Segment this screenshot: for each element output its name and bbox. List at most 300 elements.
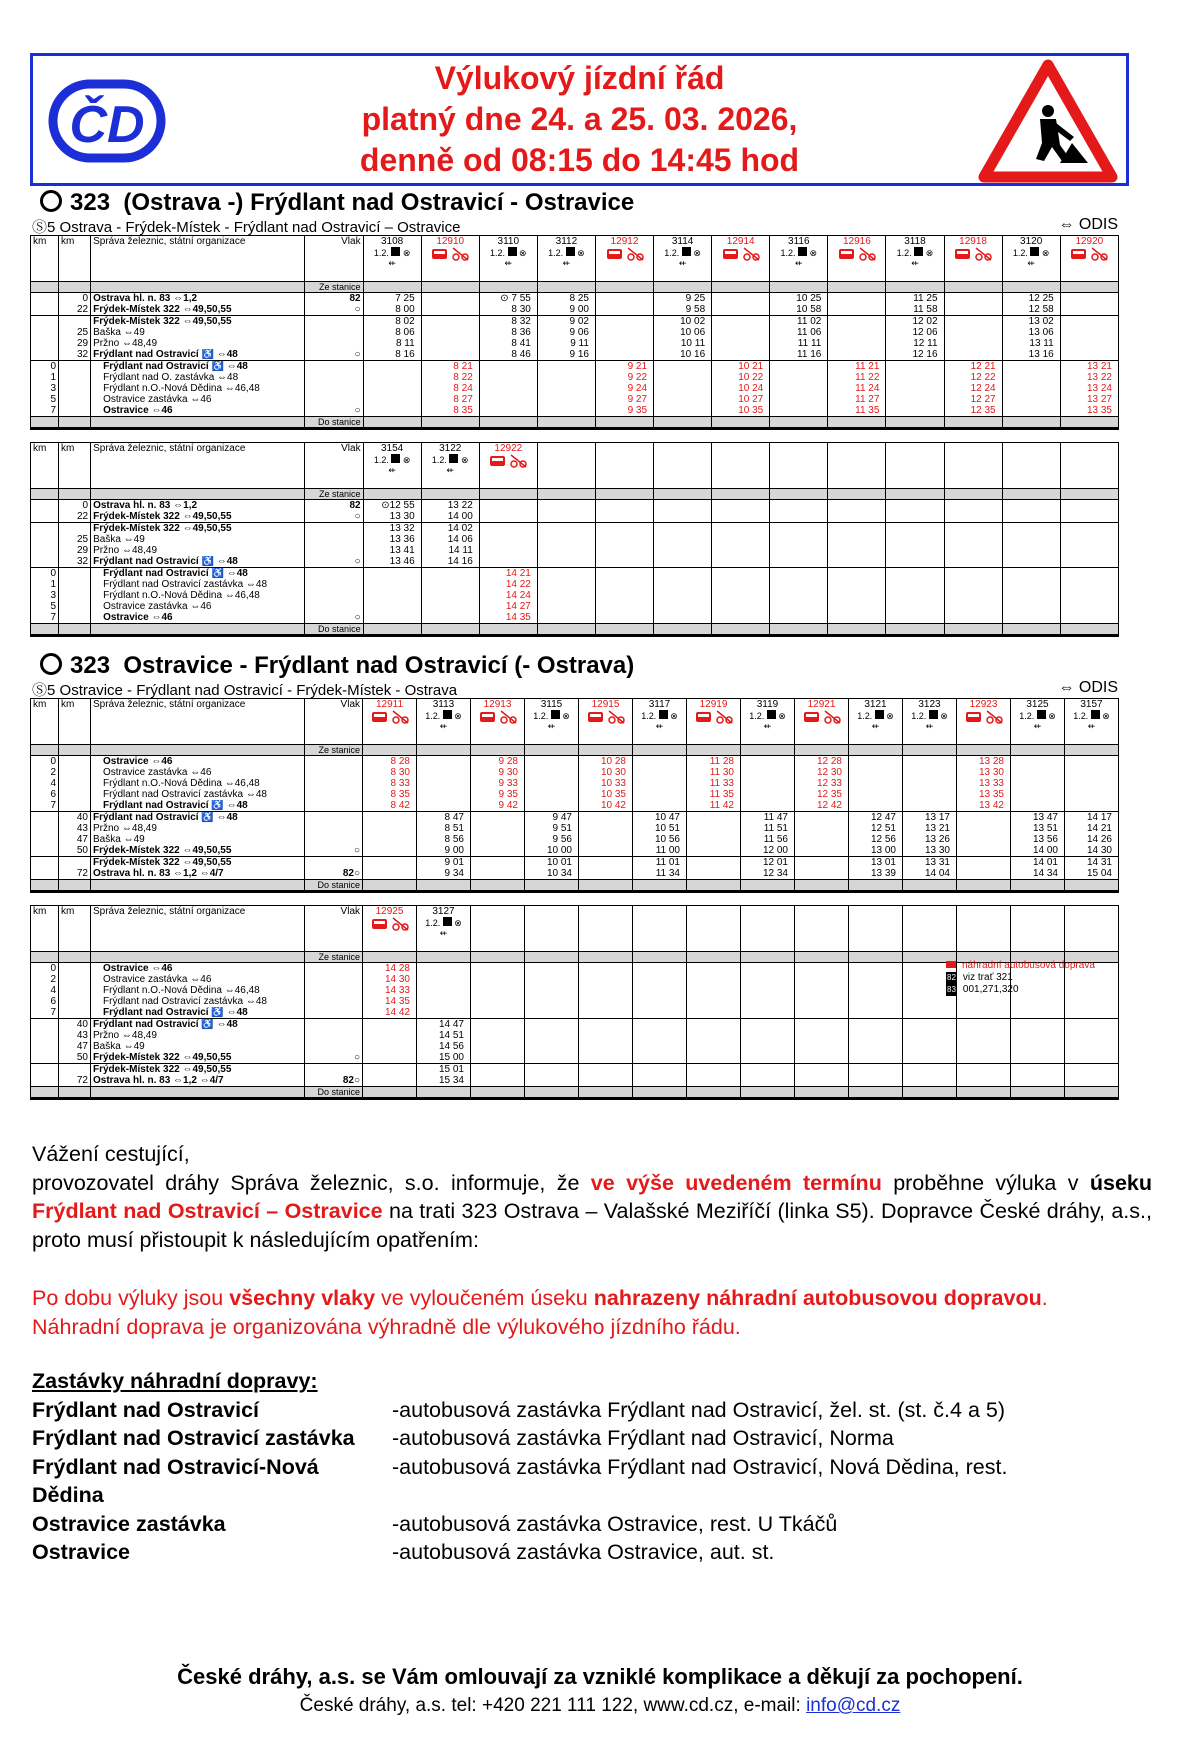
bus-bike-icon	[479, 710, 517, 724]
time-cell	[1060, 568, 1118, 580]
train-number: 3154	[381, 443, 404, 454]
train-header: Vlak	[305, 906, 363, 952]
train-column-header	[712, 443, 770, 489]
service-icons: 1.2. ⊗	[373, 455, 411, 465]
train-number: 3157	[1080, 699, 1103, 710]
time-cell: 13 47	[1011, 812, 1065, 824]
time-cell: 11 00	[633, 845, 687, 857]
km-cell	[31, 523, 59, 535]
time-cell	[537, 568, 595, 580]
train-column-header	[828, 236, 886, 282]
timetable-row	[31, 579, 1119, 590]
time-cell	[1060, 293, 1118, 305]
to-station-label: Do stanice	[305, 417, 363, 429]
train-column-header	[795, 906, 849, 952]
time-cell: 8 47	[417, 812, 471, 824]
time-cell	[417, 789, 471, 800]
time-cell	[471, 823, 525, 834]
time-cell	[1002, 579, 1060, 590]
km-cell: 6	[31, 996, 59, 1007]
train-number: 3119	[756, 699, 779, 710]
service-icons: 1.2. ⊗	[1012, 248, 1050, 258]
time-cell	[849, 1041, 903, 1052]
service-icons: 1.2. ⊗	[749, 711, 786, 721]
km-cell	[59, 568, 91, 580]
wifi-icon: ⇷	[562, 258, 571, 268]
time-cell: 9 16	[537, 349, 595, 361]
time-cell: 8 16	[363, 349, 421, 361]
train-column-header	[537, 236, 595, 282]
train-column-header	[479, 443, 537, 489]
station-cell: Frýdek-Místek 322 ⇔49,50,55	[91, 857, 305, 869]
time-cell: 14 00	[1011, 845, 1065, 857]
replacement-stops	[32, 1367, 1007, 1567]
km-cell: 0	[31, 361, 59, 373]
train-number: 3122	[439, 443, 462, 454]
timetable-row	[31, 767, 1119, 778]
train-number: 3117	[648, 699, 671, 710]
svg-text:ČD: ČD	[69, 96, 145, 154]
time-cell	[579, 963, 633, 975]
bus-bike-icon	[1070, 247, 1108, 261]
bus-bike-icon	[431, 247, 469, 261]
time-cell	[712, 556, 770, 568]
time-cell: 8 28	[363, 756, 417, 768]
km2-header: km	[59, 699, 91, 745]
time-cell: 14 21	[1065, 823, 1119, 834]
time-cell	[595, 327, 653, 338]
train-number: 12925	[375, 906, 404, 917]
train-number: 3110	[497, 236, 520, 247]
time-cell	[828, 556, 886, 568]
time-cell	[770, 383, 828, 394]
time-cell: 13 21	[1060, 361, 1118, 373]
time-cell	[944, 590, 1002, 601]
time-cell	[795, 974, 849, 985]
km-cell: 22	[59, 304, 91, 316]
train-column-header	[579, 906, 633, 952]
train-column-header	[957, 906, 1011, 952]
time-cell	[595, 500, 653, 512]
time-cell	[417, 985, 471, 996]
train-number: 12915	[591, 699, 620, 710]
time-cell	[712, 327, 770, 338]
km-cell: 29	[59, 338, 91, 349]
time-cell: 13 39	[849, 868, 903, 880]
timetable-row	[31, 534, 1119, 545]
time-cell	[903, 1064, 957, 1076]
footer-apology: České dráhy, a.s. se Vám omlouvají za vzniklé komplikace a děkují za pochopení.	[177, 1664, 1023, 1689]
wifi-icon: ⇷	[504, 258, 513, 268]
time-cell: 11 58	[886, 304, 944, 316]
time-cell	[903, 996, 957, 1007]
time-cell: 12 42	[795, 800, 849, 812]
time-cell: 10 51	[633, 823, 687, 834]
time-cell: 14 33	[363, 985, 417, 996]
note-cell: ○	[305, 349, 363, 361]
time-cell	[363, 1019, 417, 1031]
train-column-header	[886, 443, 944, 489]
time-cell: 14 22	[479, 579, 537, 590]
station-cell: Frýdlant nad Ostravicí ♿ ⇔48	[91, 361, 305, 373]
time-cell	[1065, 1075, 1119, 1087]
time-cell	[944, 327, 1002, 338]
time-cell	[741, 767, 795, 778]
train-column-header	[1002, 443, 1060, 489]
train-column-header	[363, 443, 421, 489]
time-cell	[903, 789, 957, 800]
time-cell	[471, 857, 525, 869]
wifi-icon: ⇷	[446, 465, 454, 475]
timetable-row	[31, 304, 1119, 316]
timetable-1b	[30, 442, 1119, 637]
time-cell	[471, 1064, 525, 1076]
time-cell: 8 51	[417, 823, 471, 834]
time-cell: 15 34	[417, 1075, 471, 1087]
time-cell	[741, 1030, 795, 1041]
note-cell	[305, 568, 363, 580]
train-column-header	[849, 906, 903, 952]
time-cell	[712, 590, 770, 601]
time-cell: 9 27	[595, 394, 653, 405]
station-cell: Frýdlant nad Ostravicí ♿ ⇔48	[91, 812, 305, 824]
note-cell	[305, 1030, 363, 1041]
time-cell: 11 06	[770, 327, 828, 338]
timetable-row	[31, 1030, 1119, 1041]
time-cell	[849, 996, 903, 1007]
time-cell	[741, 1052, 795, 1064]
timetable-row	[31, 800, 1119, 812]
time-cell: 14 02	[421, 523, 479, 535]
time-cell	[471, 812, 525, 824]
time-cell: 8 35	[421, 405, 479, 417]
train-number: 12912	[610, 236, 639, 247]
timetable-row	[31, 778, 1119, 789]
time-cell	[770, 612, 828, 624]
train-number: 12914	[726, 236, 755, 247]
km-cell	[31, 1064, 59, 1076]
time-cell	[957, 1075, 1011, 1087]
service-icons: 1.2. ⊗	[896, 248, 934, 258]
time-cell	[795, 1075, 849, 1087]
time-cell: 13 11	[1002, 338, 1060, 349]
time-cell	[537, 590, 595, 601]
time-cell	[849, 1064, 903, 1076]
train-number: 12921	[807, 699, 836, 710]
train-column-header	[770, 443, 828, 489]
time-cell	[417, 974, 471, 985]
time-cell	[579, 857, 633, 869]
train-number: 3120	[1020, 236, 1043, 247]
time-cell	[849, 974, 903, 985]
km-cell: 1	[31, 579, 59, 590]
time-cell: 12 33	[795, 778, 849, 789]
km-cell	[31, 316, 59, 328]
train-number: 3116	[788, 236, 810, 247]
email-link[interactable]: info@cd.cz	[806, 1695, 901, 1716]
train-column-header	[525, 906, 579, 952]
time-cell	[579, 845, 633, 857]
note-cell	[305, 534, 363, 545]
time-cell	[471, 963, 525, 975]
time-cell	[957, 1019, 1011, 1031]
time-cell	[770, 534, 828, 545]
timetable-row	[31, 857, 1119, 869]
time-cell: 8 32	[479, 316, 537, 328]
time-cell	[770, 601, 828, 612]
time-cell	[1060, 304, 1118, 316]
train-column-header	[849, 699, 903, 745]
cd-logo-icon	[47, 76, 167, 166]
time-cell: 9 42	[471, 800, 525, 812]
time-cell	[770, 394, 828, 405]
time-cell	[421, 612, 479, 624]
km2-header: km	[59, 906, 91, 952]
time-cell	[633, 974, 687, 985]
time-cell	[479, 556, 537, 568]
time-cell	[903, 778, 957, 789]
time-cell	[770, 511, 828, 523]
time-cell	[741, 789, 795, 800]
time-cell	[579, 1030, 633, 1041]
km-cell: 3	[31, 383, 59, 394]
time-cell: 9 56	[525, 834, 579, 845]
time-cell	[944, 500, 1002, 512]
time-cell	[595, 590, 653, 601]
stop-item	[32, 1396, 1007, 1425]
time-cell	[1065, 1064, 1119, 1076]
bus-bike-icon	[587, 710, 625, 724]
time-cell	[654, 534, 712, 545]
time-cell	[537, 500, 595, 512]
bus-bike-icon	[606, 247, 644, 261]
time-cell	[579, 974, 633, 985]
train-line-icon	[40, 653, 62, 675]
time-cell	[957, 1030, 1011, 1041]
time-cell: 8 42	[363, 800, 417, 812]
time-cell	[944, 568, 1002, 580]
train-column-header	[421, 236, 479, 282]
timetable-row	[31, 349, 1119, 361]
time-cell	[903, 1007, 957, 1019]
time-cell: 9 58	[654, 304, 712, 316]
time-cell	[537, 612, 595, 624]
train-column-header	[363, 699, 417, 745]
time-cell: 12 34	[741, 868, 795, 880]
km-cell: 40	[59, 1019, 91, 1031]
time-cell	[957, 823, 1011, 834]
station-cell: Frýdlant n.O.-Nová Dědina ⇔46,48	[91, 985, 305, 996]
km-cell	[59, 857, 91, 869]
time-cell	[363, 857, 417, 869]
time-cell	[1060, 511, 1118, 523]
time-cell: 14 16	[421, 556, 479, 568]
time-cell	[1060, 316, 1118, 328]
time-cell	[944, 316, 1002, 328]
time-cell	[471, 1041, 525, 1052]
roadworks-warning-icon	[978, 59, 1118, 184]
time-cell: 14 24	[479, 590, 537, 601]
train-column-header	[1060, 443, 1118, 489]
time-cell	[1002, 500, 1060, 512]
station-cell: Frýdlant nad Ostravicí ♿ ⇔48	[91, 349, 305, 361]
note-cell	[305, 1064, 363, 1076]
time-cell	[363, 601, 421, 612]
time-cell: 14 01	[1011, 857, 1065, 869]
time-cell	[1060, 590, 1118, 601]
time-cell	[795, 834, 849, 845]
time-cell	[957, 1052, 1011, 1064]
note-cell	[305, 394, 363, 405]
stop-description: -autobusová zastávka Ostravice, aut. st.	[392, 1540, 775, 1564]
time-cell	[957, 845, 1011, 857]
time-cell: 15 04	[1065, 868, 1119, 880]
time-cell	[1011, 1052, 1065, 1064]
time-cell	[633, 778, 687, 789]
time-cell	[525, 1041, 579, 1052]
time-cell	[1060, 556, 1118, 568]
station-cell: Ostrava hl. n. 83 ⇔1,2 ⇔4/7	[91, 1075, 305, 1087]
time-cell	[1065, 767, 1119, 778]
train-column-header	[944, 443, 1002, 489]
time-cell: 10 30	[579, 767, 633, 778]
time-cell	[849, 1075, 903, 1087]
note-cell	[305, 1041, 363, 1052]
time-cell	[957, 857, 1011, 869]
service-icons: 1.2. ⊗	[548, 248, 585, 258]
train-header: Vlak	[305, 236, 363, 282]
station-cell: Frýdlant nad Ostravicí zastávka ⇔48	[91, 996, 305, 1007]
time-cell: 11 22	[828, 372, 886, 383]
time-cell	[537, 394, 595, 405]
time-cell	[471, 845, 525, 857]
note-cell	[305, 383, 363, 394]
time-cell	[795, 845, 849, 857]
time-cell	[537, 511, 595, 523]
train-column-header	[363, 906, 417, 952]
time-cell	[795, 823, 849, 834]
timetable-row	[31, 383, 1119, 394]
time-cell: 14 28	[363, 963, 417, 975]
timetable-row	[31, 1075, 1119, 1087]
time-cell	[537, 405, 595, 417]
time-cell	[886, 372, 944, 383]
km-cell: 22	[59, 511, 91, 523]
station-cell: Ostravice ⇔46	[91, 612, 305, 624]
time-cell	[849, 767, 903, 778]
time-cell: 9 22	[595, 372, 653, 383]
time-cell	[886, 545, 944, 556]
time-cell	[654, 361, 712, 373]
time-cell	[957, 1064, 1011, 1076]
note-cell	[305, 545, 363, 556]
station-cell: Ostrava hl. n. 83 ⇔1,2 ⇔4/7	[91, 868, 305, 880]
time-cell	[654, 601, 712, 612]
time-cell	[537, 372, 595, 383]
time-cell	[654, 523, 712, 535]
km-cell	[59, 767, 91, 778]
time-cell	[944, 556, 1002, 568]
train-number: 12923	[969, 699, 998, 710]
km-cell: 4	[31, 985, 59, 996]
time-cell	[421, 293, 479, 305]
station-cell: Frýdlant n.O.-Nová Dědina ⇔46,48	[91, 383, 305, 394]
time-cell	[687, 812, 741, 824]
time-cell: 13 26	[903, 834, 957, 845]
time-cell: 8 27	[421, 394, 479, 405]
km-cell	[59, 361, 91, 373]
service-icons: 1.2. ⊗	[641, 711, 678, 721]
note-cell	[305, 985, 363, 996]
stop-name: Ostravice	[32, 1540, 131, 1564]
time-cell	[1011, 767, 1065, 778]
train-number: 3123	[918, 699, 941, 710]
train-header: Vlak	[305, 443, 363, 489]
train-column-header	[741, 906, 795, 952]
km-cell	[31, 349, 59, 361]
time-cell	[421, 327, 479, 338]
station-cell: Pržno ⇔48,49	[91, 1030, 305, 1041]
time-cell	[479, 500, 537, 512]
time-cell	[712, 349, 770, 361]
greeting: Vážení cestující,	[32, 1142, 190, 1166]
station-cell: Ostrava hl. n. 83 ⇔1,2	[91, 500, 305, 512]
station-cell: Ostravice ⇔46	[91, 963, 305, 975]
time-cell: 13 22	[1060, 372, 1118, 383]
time-cell	[537, 534, 595, 545]
time-cell: 10 16	[654, 349, 712, 361]
station-cell: Ostrava hl. n. 83 ⇔1,2	[91, 293, 305, 305]
time-cell: 8 02	[363, 316, 421, 328]
time-cell	[363, 372, 421, 383]
station-cell: Baška ⇔49	[91, 1041, 305, 1052]
time-cell: 11 47	[741, 812, 795, 824]
km-cell	[31, 556, 59, 568]
km-cell: 7	[31, 800, 59, 812]
service-icons: 1.2. ⊗	[533, 711, 570, 721]
bus-bike-icon	[371, 710, 409, 724]
time-cell	[1002, 601, 1060, 612]
time-cell	[795, 963, 849, 975]
time-cell: 12 51	[849, 823, 903, 834]
time-cell	[687, 1075, 741, 1087]
time-cell	[828, 349, 886, 361]
service-icons: 1.2. ⊗	[431, 455, 469, 465]
time-cell: 11 27	[828, 394, 886, 405]
time-cell: 12 35	[795, 789, 849, 800]
time-cell: 13 36	[363, 534, 421, 545]
train-column-header	[741, 699, 795, 745]
km-cell	[31, 293, 59, 305]
km-cell	[59, 579, 91, 590]
time-cell: 9 00	[537, 304, 595, 316]
time-cell	[712, 568, 770, 580]
time-cell	[828, 568, 886, 580]
train-number: 3114	[671, 236, 694, 247]
to-station-label: Do stanice	[305, 624, 363, 636]
time-cell	[537, 361, 595, 373]
time-cell	[363, 1030, 417, 1041]
bus-bike-icon	[489, 454, 527, 468]
train-number: 12919	[699, 699, 728, 710]
time-cell	[417, 1007, 471, 1019]
time-cell	[537, 579, 595, 590]
time-cell: 14 06	[421, 534, 479, 545]
timetable-row	[31, 868, 1119, 880]
km-cell	[59, 372, 91, 383]
wifi-icon: ⇷	[439, 721, 448, 731]
section2-title: 323 Ostravice - Frýdlant nad Ostravicí (- Ostrava)	[40, 651, 634, 680]
